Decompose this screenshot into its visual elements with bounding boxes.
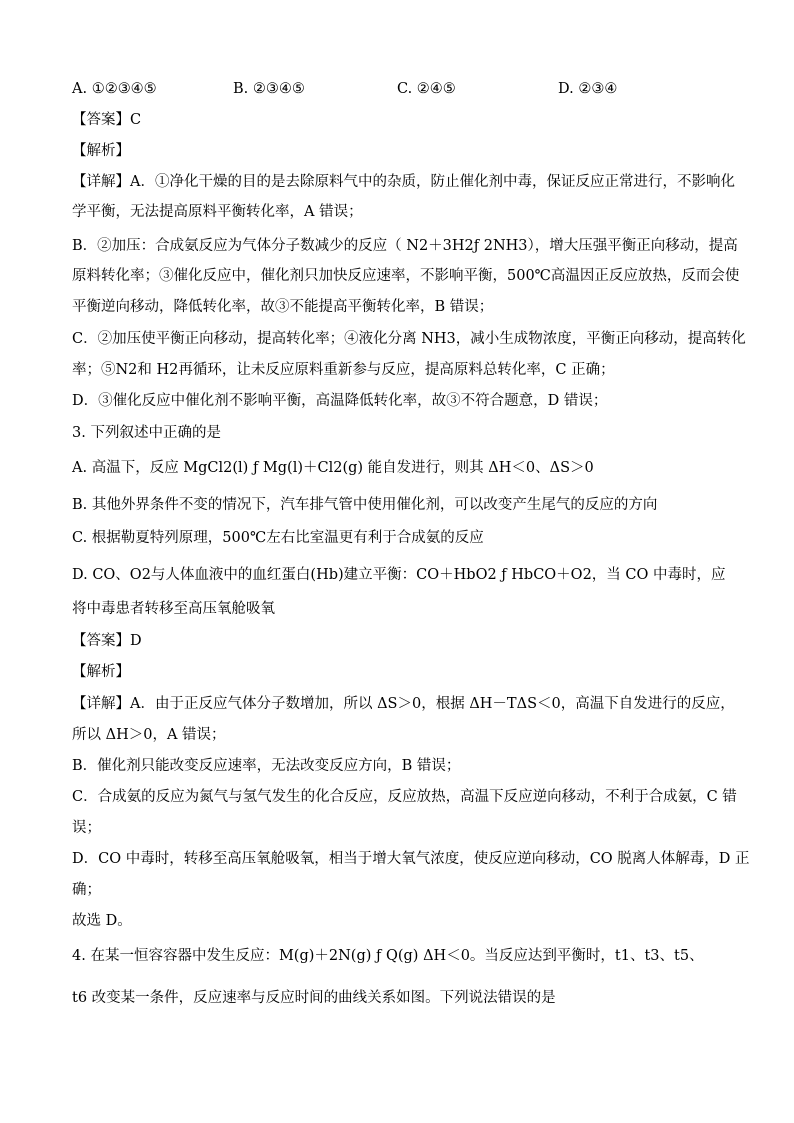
question-3-option-d-cont: 将中毒患者转移至高压氧舱吸氧 — [72, 601, 275, 617]
option-b: B. ②③④⑤ — [233, 81, 305, 97]
detail-line: D．③催化反应中催化剂不影响平衡，高温降低转化率，故③不符合题意，D 错误； — [72, 393, 608, 409]
answer-label: 【答案】D — [72, 633, 142, 649]
question-4-stem: 4. 在某一恒容容器中发生反应：M(g)＋2N(g) ƒ Q(g) ΔH＜0。当反应达到平衡时，t1、t3、t5、 — [72, 948, 704, 964]
detail-line: 确； — [72, 882, 101, 898]
option-d: D. ②③④ — [558, 81, 618, 97]
detail-line: 原料转化率；③催化反应中，催化剂只加快反应速率，不影响平衡，500℃高温因正反应放热，反而会使 — [72, 268, 740, 284]
question-3-option-d: D. CO、O2与人体血液中的血红蛋白(Hb)建立平衡：CO＋HbO2 ƒ HbCO＋O2，当 CO 中毒时，应 — [72, 567, 726, 583]
question-3-stem: 3. 下列叙述中正确的是 — [72, 425, 221, 441]
question-3-option-c: C. 根据勒夏特列原理，500℃左右比室温更有利于合成氨的反应 — [72, 530, 484, 546]
detail-line: 【详解】A．由于正反应气体分子数增加，所以 ΔS＞0，根据 ΔH－TΔS＜0，高温下自发进行的反应， — [72, 696, 735, 712]
question-4-stem-cont: t6 改变某一条件，反应速率与反应时间的曲线关系如图。下列说法错误的是 — [72, 990, 556, 1006]
detail-line: B．②加压：合成氨反应为气体分子数减少的反应（ N2＋3H2ƒ 2NH3），增大压强平衡正向移动，提高 — [72, 238, 738, 254]
detail-line: 误； — [72, 820, 101, 836]
detail-line: C．合成氨的反应为氮气与氢气发生的化合反应，反应放热，高温下反应逆向移动，不利于合成氨，C 错 — [72, 789, 737, 805]
question-3-option-b: B. 其他外界条件不变的情况下，汽车排气管中使用催化剂，可以改变产生尾气的反应的方向 — [72, 497, 658, 513]
detail-line: 平衡逆向移动，降低转化率，故③不能提高平衡转化率，B 错误； — [72, 299, 494, 315]
detail-line: 【详解】A．①净化干燥的目的是去除原料气中的杂质，防止催化剂中毒，保证反应正常进行，不影响化 — [72, 174, 735, 190]
option-a: A. ①②③④⑤ — [72, 81, 157, 97]
detail-line: 所以 ΔH＞0，A 错误； — [72, 727, 226, 743]
detail-line: C．②加压使平衡正向移动，提高转化率；④液化分离 NH3，减小生成物浓度，平衡正向移动，提高转化 — [72, 331, 746, 347]
option-c: C. ②④⑤ — [397, 81, 456, 97]
detail-line: 学平衡，无法提高原料平衡转化率，A 错误； — [72, 204, 363, 220]
analysis-label: 【解析】 — [72, 143, 130, 159]
conclusion-line: 故选 D。 — [72, 913, 132, 929]
question-3-option-a: A. 高温下，反应 MgCl2(l) ƒ Mg(l)＋Cl2(g) 能自发进行，则其 ΔH＜0、ΔS＞0 — [72, 460, 594, 476]
analysis-label: 【解析】 — [72, 664, 130, 680]
detail-line: 率；⑤N2和 H2再循环，让未反应原料重新参与反应，提高原料总转化率，C 正确； — [72, 362, 615, 378]
detail-line: D．CO 中毒时，转移至高压氧舱吸氧，相当于增大氧气浓度，使反应逆向移动，CO 脱离人体解毒，D 正 — [72, 851, 750, 867]
answer-label: 【答案】C — [72, 112, 142, 128]
detail-line: B．催化剂只能改变反应速率，无法改变反应方向，B 错误； — [72, 758, 461, 774]
